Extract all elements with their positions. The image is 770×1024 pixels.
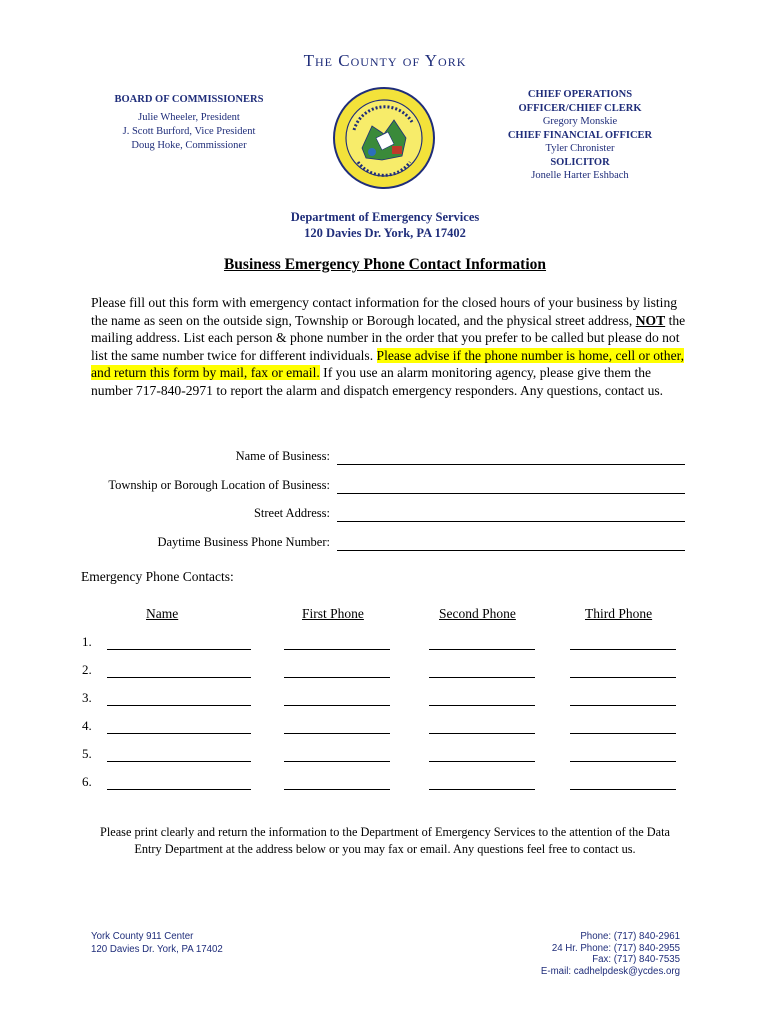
contact-row xyxy=(0,690,770,710)
contact-row xyxy=(0,746,770,766)
row-number: 1. xyxy=(82,634,92,649)
first-phone-field[interactable] xyxy=(284,733,390,734)
form-title-text: Business Emergency Phone Contact Information xyxy=(223,256,547,273)
first-phone-field[interactable] xyxy=(284,761,390,762)
column-header-first-phone: First Phone xyxy=(302,606,364,621)
column-header-third-phone: Third Phone xyxy=(585,606,653,621)
closing-paragraph: Please print clearly and return the information to the Department of Emergency Services to the attention of the Data Entry Department at the address below or you may fax or email. Any questions feel free to contact us. xyxy=(99,825,671,856)
field-label: Street Address: xyxy=(253,506,330,520)
row-number: 5. xyxy=(82,746,92,761)
contact-row xyxy=(0,634,770,654)
street-address-field[interactable] xyxy=(337,521,685,522)
third-phone-field[interactable] xyxy=(570,761,676,762)
contact-row xyxy=(0,718,770,738)
form-title xyxy=(0,256,770,274)
contact-name-field[interactable] xyxy=(107,649,251,650)
business-name-field[interactable] xyxy=(337,464,685,465)
contact-row xyxy=(0,662,770,682)
officer-line: CHIEF FINANCIAL OFFICER xyxy=(507,129,653,141)
contact-name-field[interactable] xyxy=(107,705,251,706)
field-row xyxy=(0,449,690,467)
first-phone-field[interactable] xyxy=(284,649,390,650)
intro-paragraph xyxy=(91,294,691,399)
department-block xyxy=(0,209,770,241)
contact-name-field[interactable] xyxy=(107,677,251,678)
intro-text: the mailing address. List each person & phone number in the order that you prefer to be called but please do not list the same number twice for different individuals. xyxy=(91,312,686,363)
contact-name-field[interactable] xyxy=(107,789,251,790)
first-phone-field[interactable] xyxy=(284,789,390,790)
field-row xyxy=(0,535,690,553)
row-number: 6. xyxy=(82,774,92,789)
emergency-contacts-label: Emergency Phone Contacts: xyxy=(81,569,234,584)
row-number: 2. xyxy=(82,662,92,677)
officer-line: Tyler Chronister xyxy=(545,143,615,154)
officer-line: Jonelle Harter Eshbach xyxy=(531,170,629,181)
second-phone-field[interactable] xyxy=(429,649,535,650)
board-heading: BOARD OF COMMISSIONERS xyxy=(114,94,264,105)
footer-line: York County 911 Center xyxy=(91,931,194,942)
footer-phone: Phone: (717) 840-2961 xyxy=(580,931,680,942)
board-of-commissioners xyxy=(64,94,314,153)
third-phone-field[interactable] xyxy=(570,649,676,650)
field-row xyxy=(0,478,690,496)
department-address: 120 Davies Dr. York, PA 17402 xyxy=(304,226,466,240)
contact-name-field[interactable] xyxy=(107,733,251,734)
footer-contact xyxy=(480,931,680,977)
footer-email-link[interactable]: E-mail: cadhelpdesk@ycdes.org xyxy=(540,965,680,977)
footer-24hr-phone: 24 Hr. Phone: (717) 840-2955 xyxy=(551,942,680,954)
daytime-phone-field[interactable] xyxy=(337,550,685,551)
field-label: Township or Borough Location of Business: xyxy=(108,478,330,492)
field-label: Name of Business: xyxy=(235,449,330,463)
footer-fax: Fax: (717) 840-7535 xyxy=(592,954,680,965)
column-header-second-phone: Second Phone xyxy=(439,606,516,621)
york-county-seal-icon xyxy=(332,86,436,190)
footer-line: 120 Davies Dr. York, PA 17402 xyxy=(91,943,223,955)
field-label: Daytime Business Phone Number: xyxy=(157,535,330,549)
first-phone-field[interactable] xyxy=(284,677,390,678)
row-number: 3. xyxy=(82,690,92,705)
second-phone-field[interactable] xyxy=(429,733,535,734)
row-number: 4. xyxy=(82,718,92,733)
officers-list xyxy=(475,88,685,183)
officer-line: CHIEF OPERATIONS xyxy=(527,89,633,100)
third-phone-field[interactable] xyxy=(570,789,676,790)
field-row xyxy=(0,506,690,524)
board-member: Doug Hoke, Commissioner xyxy=(131,140,247,151)
officer-line: OFFICER/CHIEF CLERK xyxy=(518,102,642,114)
contact-name-field[interactable] xyxy=(107,761,251,762)
board-member: J. Scott Burford, Vice President xyxy=(122,126,256,137)
second-phone-field[interactable] xyxy=(429,677,535,678)
intro-not: NOT xyxy=(635,312,666,328)
intro-highlight: Please advise if the phone number is home, cell or other, and return this form by mail, fax or email. xyxy=(91,347,685,380)
second-phone-field[interactable] xyxy=(429,705,535,706)
township-field[interactable] xyxy=(337,493,685,494)
officer-line: SOLICITOR xyxy=(550,156,610,168)
county-title: The County of York xyxy=(303,51,467,70)
third-phone-field[interactable] xyxy=(570,733,676,734)
column-header-name: Name xyxy=(146,606,179,621)
department-name: Department of Emergency Services xyxy=(290,210,480,224)
footer-address xyxy=(91,931,223,956)
second-phone-field[interactable] xyxy=(429,761,535,762)
officer-line: Gregory Monskie xyxy=(542,116,618,127)
intro-text: If you use an alarm monitoring agency, please give them the number 717-840-2971 to report the alarm and dispatch emergency responders. Any questions, contact us. xyxy=(91,365,664,398)
third-phone-field[interactable] xyxy=(570,705,676,706)
board-member: Julie Wheeler, President xyxy=(138,112,240,123)
second-phone-field[interactable] xyxy=(429,789,535,790)
third-phone-field[interactable] xyxy=(570,677,676,678)
intro-text: Please fill out this form with emergency contact information for the closed hours of your business by listing the name as seen on the outside sign, Township or Borough located, and the physical street address, xyxy=(91,295,678,328)
contact-row xyxy=(0,774,770,794)
first-phone-field[interactable] xyxy=(284,705,390,706)
